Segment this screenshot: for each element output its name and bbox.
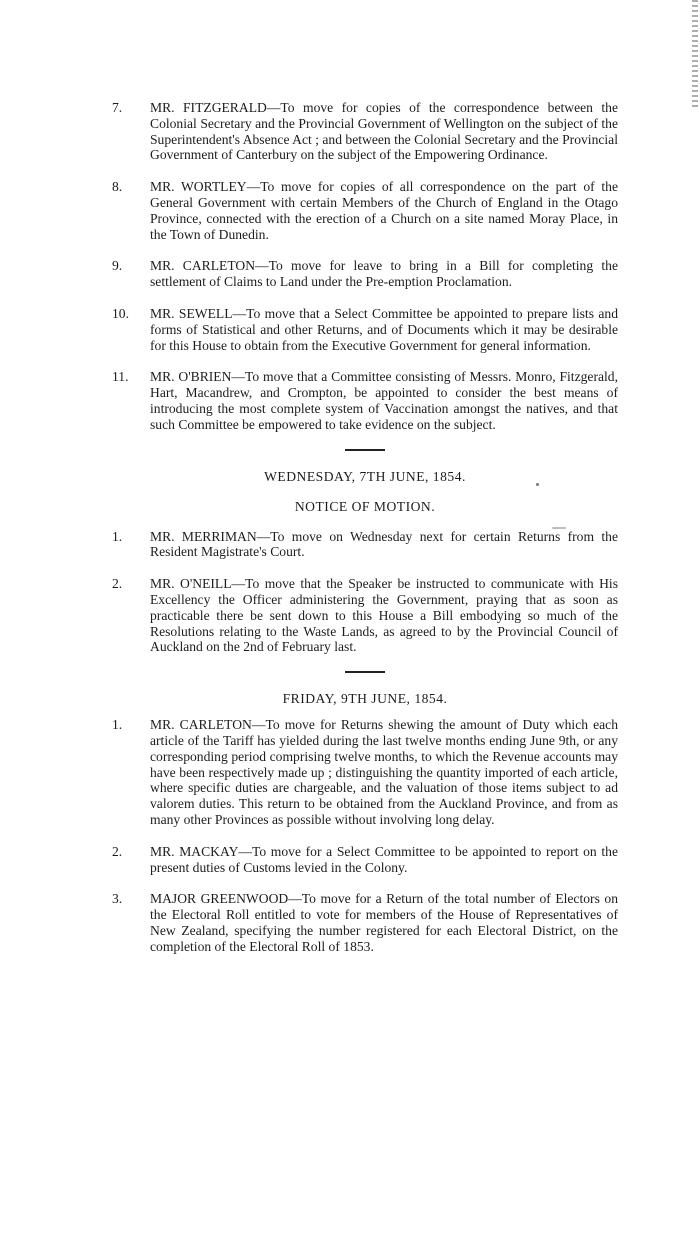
- print-speck: [552, 527, 566, 529]
- notice-item: [112, 576, 618, 655]
- page-edge-marks: [692, 0, 698, 110]
- section-divider: [345, 671, 385, 673]
- section-heading: FRIDAY, 9TH JUNE, 1854.: [282, 691, 448, 707]
- notice-item: [112, 179, 618, 242]
- notice-number: 1.: [112, 717, 123, 733]
- notice-number: 3.: [112, 891, 123, 907]
- notices-list-continued: [112, 100, 618, 433]
- notice-item: [112, 306, 618, 353]
- notice-text: MR. MERRIMAN—To move on Wednesday next for certain Returns from the Resident Magistrate's Court.: [150, 528, 618, 560]
- notice-number: 9.: [112, 258, 123, 274]
- notice-text: MR. O'BRIEN—To move that a Committee consisting of Messrs. Monro, Fitzgerald, Hart, Macandrew, and Crompton, be appointed to consider the best means of introducing the most complete system of Vaccination amongst the natives, and that such Committee be empowered to take evidence on the subject.: [150, 369, 618, 432]
- notice-text: MR. FITZGERALD—To move for copies of the correspondence between the Colonial Secretary and the Provincial Government of Wellington on the subject of the Superintendent's Absence Act ; and between the Colonial Secretary and the Provincial Government of Canterbury on the subject of the Empowering Ordinance.: [150, 100, 618, 163]
- notice-number: 7.: [112, 100, 123, 115]
- notice-text: MAJOR GREENWOOD—To move for a Return of the total number of Electors on the Electoral Roll entitled to vote for members of the House of Representatives of New Zealand, specifying the number registered for each Electoral District, on the completion of the Electoral Roll of 1853.: [150, 891, 618, 954]
- notice-item: [112, 529, 618, 561]
- notice-text: MR. SEWELL—To move that a Select Committee be appointed to prepare lists and forms of Statistical and other Returns, and of Documents which it may be desirable for this House to obtain from the Executive Government for general information.: [150, 305, 618, 353]
- notice-item: [112, 717, 618, 828]
- notice-number: 10.: [112, 305, 129, 321]
- notice-text: MR. CARLETON—To move for Returns shewing the amount of Duty which each article of the Tariff has yielded during the last twelve months ending June 9th, or any corresponding period comprising twelve months, to which the Revenue accounts may have been respectively made up ; distinguishing the quantity imported of each article, where specific duties are chargeable, and the valuation of those items subject to ad valorem duties. This return to be obtained from the Auckland Province, and from as many other Provinces as possible without involving long delay.: [150, 717, 618, 827]
- section-subheading: NOTICE OF MOTION.: [294, 498, 436, 514]
- notice-number: 8.: [112, 179, 123, 195]
- notice-text: MR. WORTLEY—To move for copies of all correspondence on the part of the General Government with certain Members of the Church of England in the Otago Province, connected with the erection of a Church on a site named Moray Place, in the Town of Dunedin.: [150, 179, 618, 242]
- notice-number: 2.: [112, 576, 123, 592]
- section-heading: WEDNESDAY, 7TH JUNE, 1854.: [264, 468, 466, 484]
- notice-item: [112, 369, 618, 432]
- notice-number: 1.: [112, 528, 123, 544]
- section-divider: [345, 449, 385, 451]
- notice-text: MR. MACKAY—To move for a Select Committee to be appointed to report on the present duties of Customs levied in the Colony.: [150, 843, 618, 875]
- notices-content: [112, 100, 618, 970]
- notice-text: MR. CARLETON—To move for leave to bring in a Bill for completing the settlement of Claims to Land under the Pre-emption Proclamation.: [150, 258, 618, 290]
- notice-number: 2.: [112, 843, 123, 859]
- notice-item: [112, 844, 618, 876]
- notice-item: [112, 100, 618, 163]
- section-wednesday: [112, 469, 618, 656]
- section-friday: [112, 691, 618, 954]
- notice-text: MR. O'NEILL—To move that the Speaker be instructed to communicate with His Excellency the Officer administering the Government, praying that as soon as practicable there be sent down to this House a Bill embodying so much of the Resolutions relating to the Waste Lands, as agreed to by the Provincial Council of Auckland on the 2nd of February last.: [150, 576, 618, 655]
- notice-number: 11.: [112, 369, 129, 385]
- print-speck: [536, 483, 539, 486]
- notice-item: [112, 891, 618, 954]
- notice-item: [112, 258, 618, 290]
